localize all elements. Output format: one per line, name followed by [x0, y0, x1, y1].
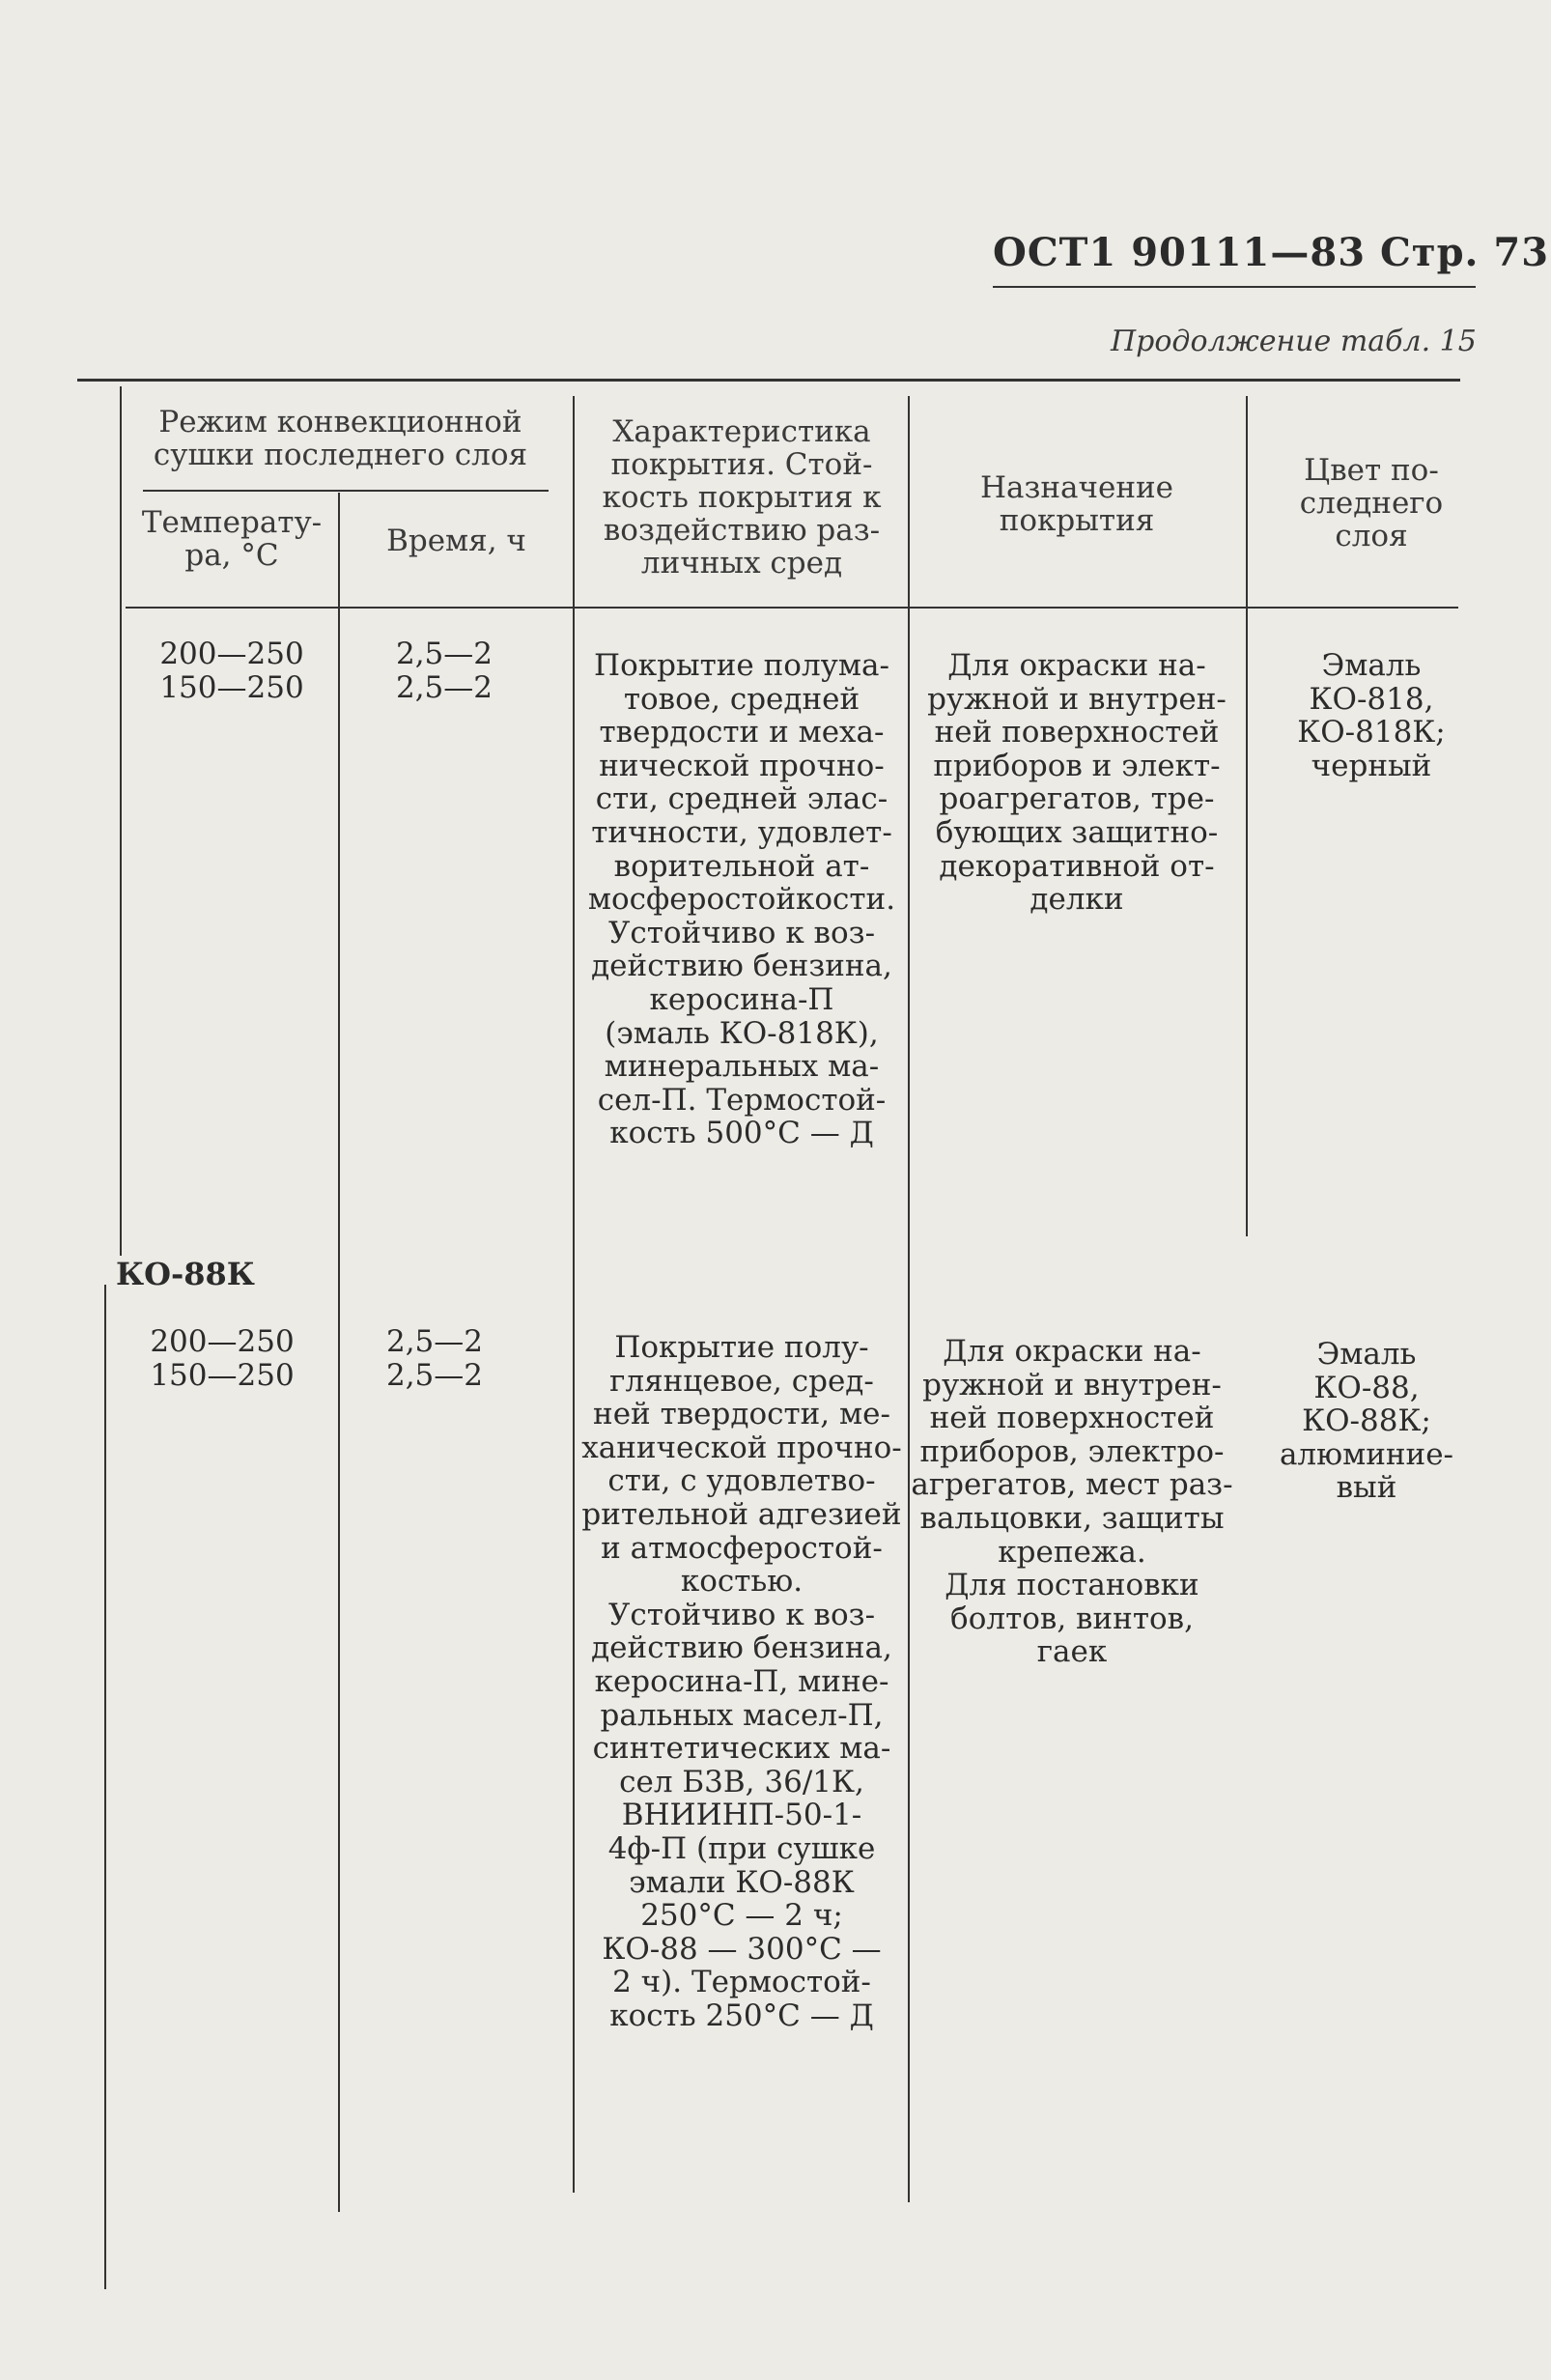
header-color: Цвет по- следнего слоя [1299, 453, 1444, 553]
row2-temperature: 200—250 150—250 [150, 1324, 295, 1393]
header-underline [993, 286, 1476, 288]
row1-time: 2,5—2 2,5—2 [395, 637, 494, 705]
table-continuation-label: Продолжение табл. 15 [1111, 325, 1477, 358]
table-top-border [77, 379, 1460, 382]
header-temperature: Температу- ра, °С [141, 505, 323, 573]
header-purpose: Назначение покрытия [979, 470, 1174, 538]
row2-time: 2,5—2 2,5—2 [385, 1324, 484, 1393]
table-left-border [120, 386, 122, 1256]
header-time: Время, ч [386, 524, 526, 558]
table-left-border-lower [104, 1285, 106, 2289]
section-label-ko-88k: КО-88К [116, 1256, 255, 1292]
document-header: ОСТ1 90111—83 Стр. 73 [993, 230, 1550, 275]
row1-color: Эмаль КО-818, КО-818К; черный [1297, 648, 1446, 783]
col-divider-char-purpose [908, 396, 910, 2202]
col-divider-purpose-color [1246, 396, 1248, 1236]
mode-subheader-divider [143, 490, 549, 492]
col-divider-time-char [573, 396, 575, 2193]
header-bottom-border [126, 607, 1458, 609]
row1-temperature: 200—250 150—250 [159, 637, 304, 705]
header-mode: Режим конвекционной сушки последнего слоя [153, 405, 528, 472]
row1-characteristic: Покрытие полума- товое, средней твердости и меха- нической прочно- сти, средней элас- тичности, удовлет- ворительной ат- мосферостойкости. Устойчиво к воз- действию бензина, керосина-П (эмаль КО-818К), минеральных ма- сел-П. Термостой- кость 500°С — Д [587, 648, 896, 1151]
row2-characteristic: Покрытие полу- глянцевое, сред- ней твердости, ме- ханической прочно- сти, с удовлетво- рительной адгезией и атмосферостой- костью. Устойчиво к воз- действию бензина, керосина-П, мине- ральных масел-П, синтетических ма- сел Б3В, 36/1К, ВНИИНП-50-1- 4ф-П (при сушке эмали КО-88К 250°С — 2 ч; КО-88 — 300°С — 2 ч). Термостой- кость 250°С — Д [581, 1330, 902, 2033]
row2-purpose: Для окраски на- ружной и внутрен- ней поверхностей приборов, электро- агрегатов, мест раз- вальцовки, защиты крепежа. Для постановки болтов, винтов, гаек [911, 1334, 1233, 1670]
row1-purpose: Для окраски на- ружной и внутрен- ней поверхностей приборов и элект- роагрегатов, тре- бующих защитно- декоративной от- делки [927, 648, 1227, 918]
header-characteristic: Характеристика покрытия. Стой- кость покрытия к воздействию раз- личных сред [602, 414, 882, 581]
row2-color: Эмаль КО-88, КО-88К; алюминие- вый [1279, 1337, 1454, 1506]
